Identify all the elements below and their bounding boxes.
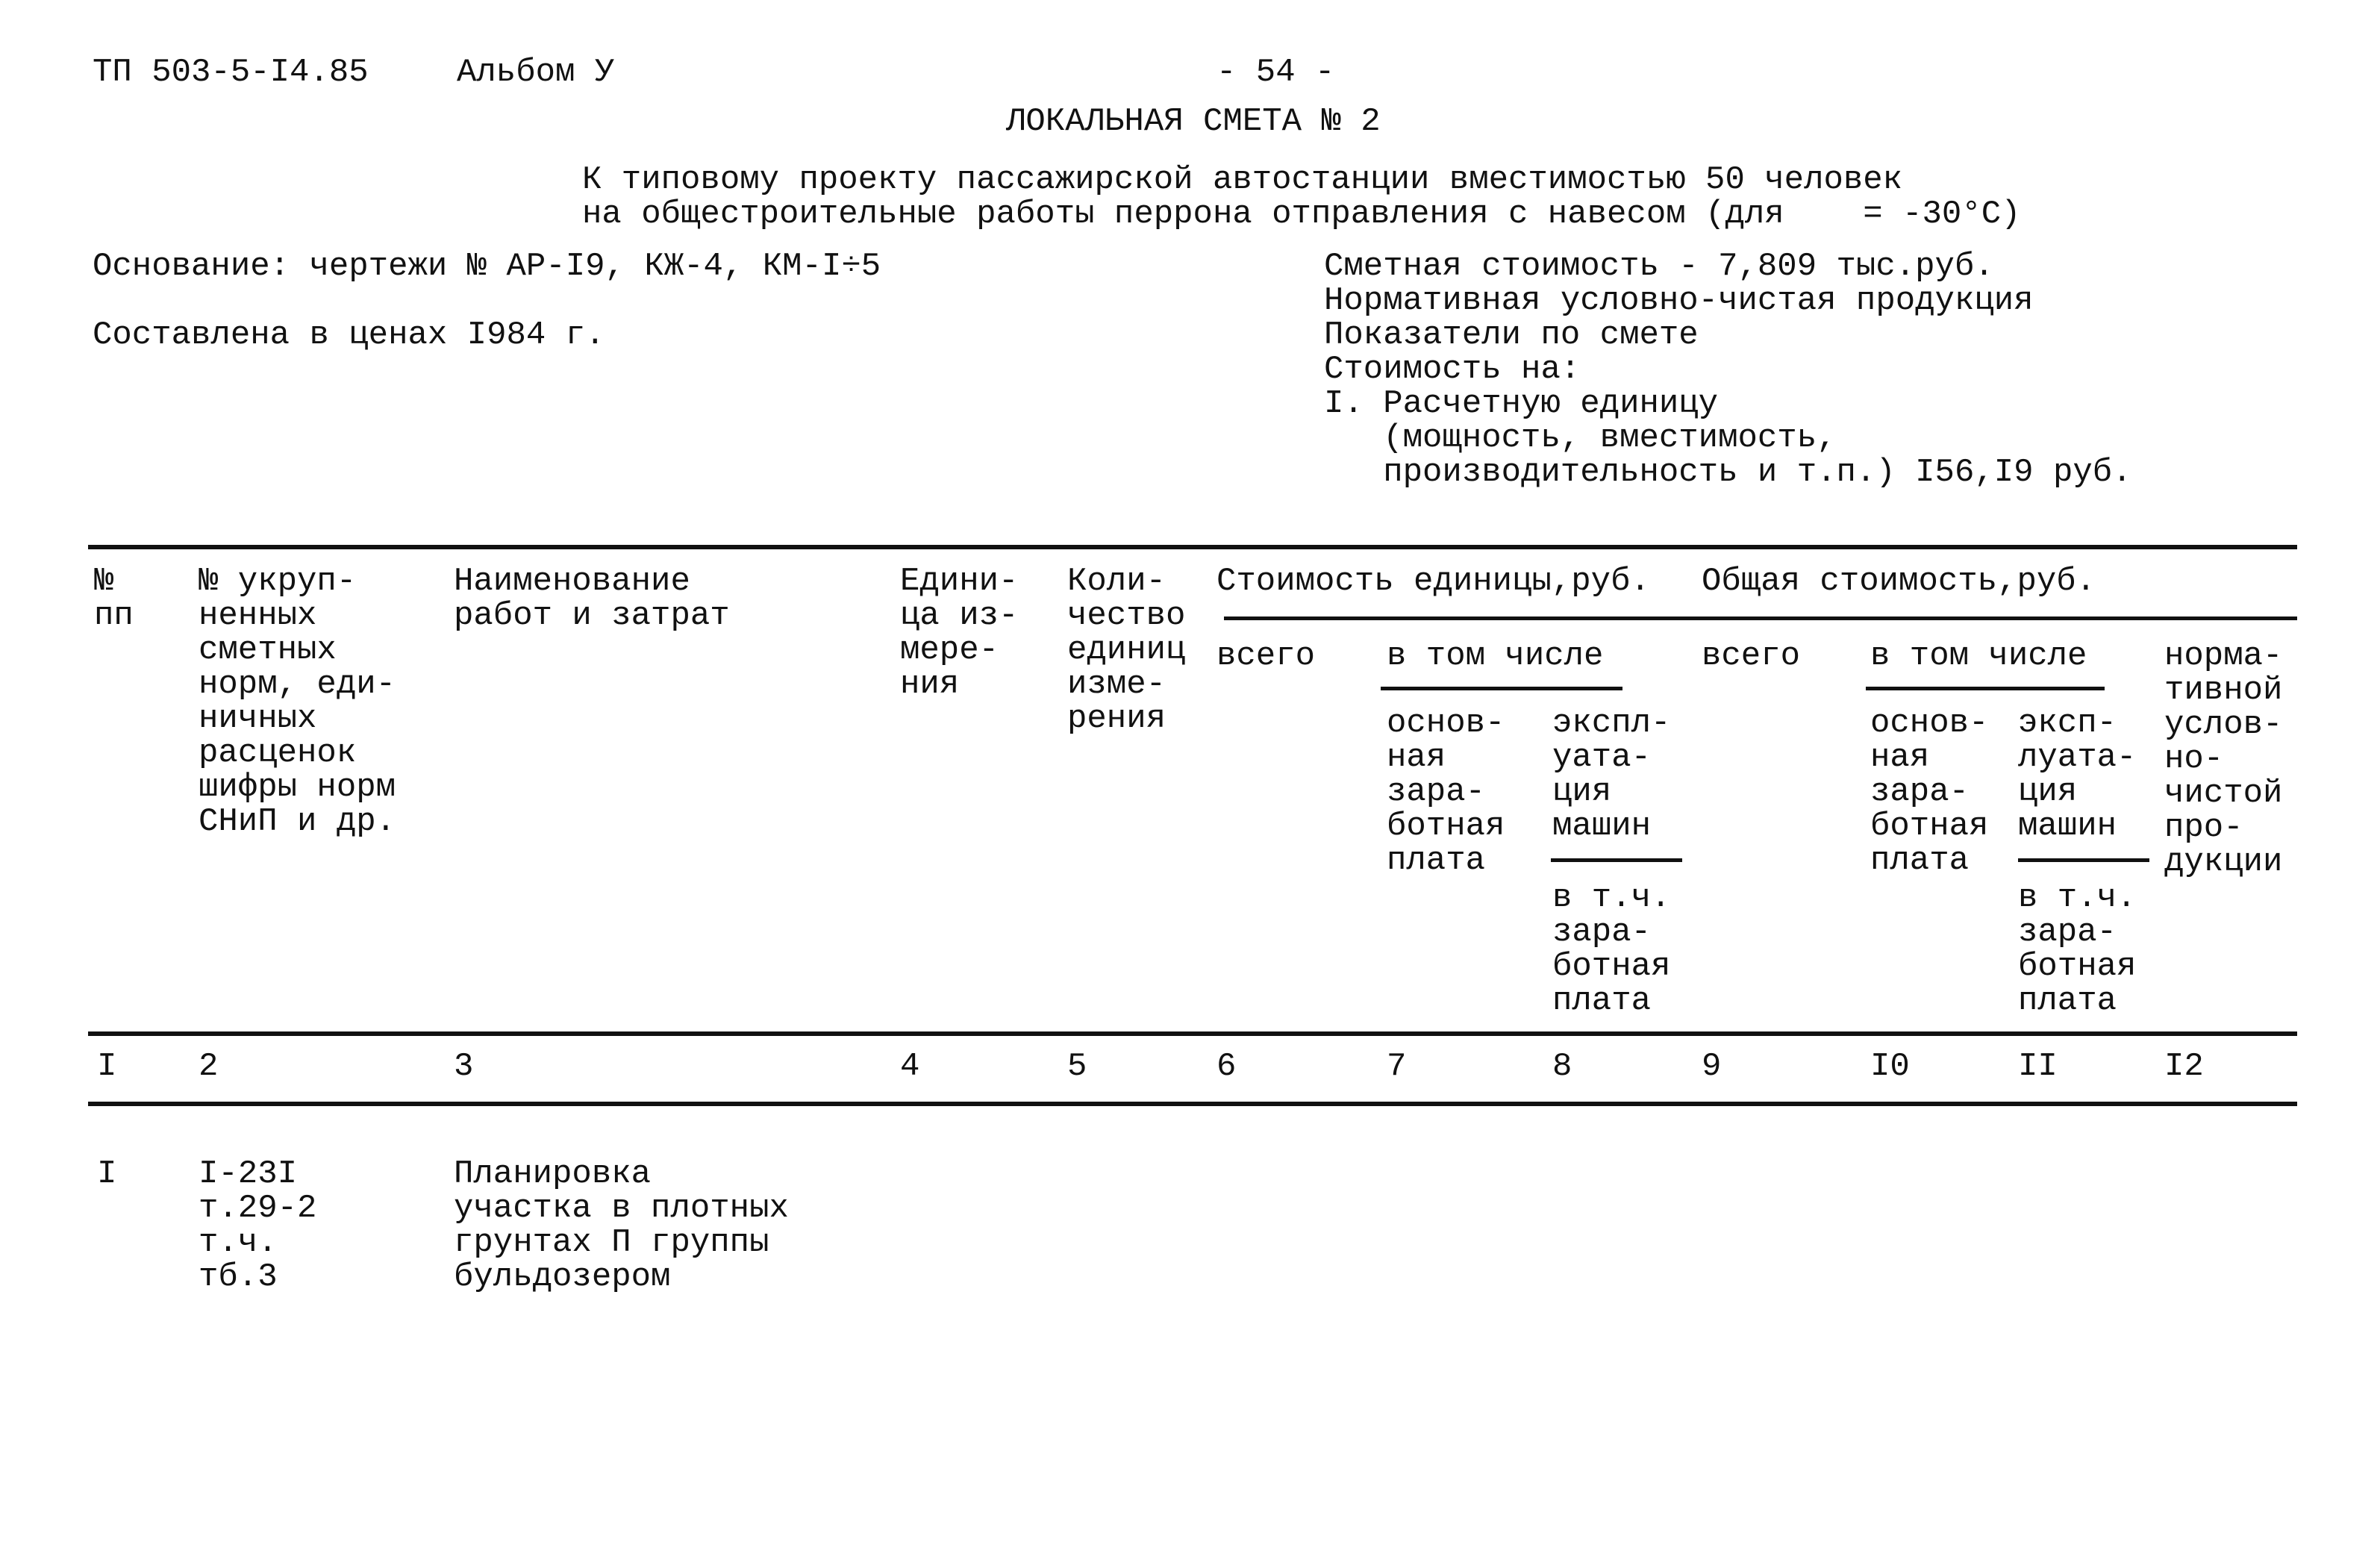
page-title: ЛОКАЛЬНАЯ СМЕТА № 2 <box>1006 103 1381 140</box>
header-total-incl: в том числе <box>1870 637 2087 675</box>
table-top-rule <box>88 545 2297 549</box>
column-number: 9 <box>1702 1048 1722 1085</box>
cost-divider-rule <box>1224 617 2297 620</box>
header-total-cost: Общая стоимость,руб. <box>1702 563 2096 600</box>
row-number: I <box>97 1155 117 1193</box>
header-quantity: Коли- чество единиц изме- рения <box>1067 563 1186 737</box>
header-unit: Едини- ца из- мере- ния <box>900 563 1019 703</box>
column-number: I <box>97 1048 117 1085</box>
header-unit-incl-wage: в т.ч. зара- ботная плата <box>1552 879 1671 1020</box>
column-number: II <box>2018 1048 2058 1085</box>
column-number: 7 <box>1387 1048 1407 1085</box>
column-number: 4 <box>900 1048 920 1085</box>
header-ncp: норма- тивной услов- но- чистой про- дукции <box>2164 637 2283 881</box>
header-total-incl-wage: в т.ч. зара- ботная плата <box>2018 879 2137 1020</box>
cost-line: Стоимость на: <box>1324 351 1581 388</box>
column-number: I0 <box>1870 1048 1910 1085</box>
numbers-bottom-rule <box>88 1102 2297 1106</box>
album-label: Альбом У <box>457 54 615 91</box>
row-work-name: Планировка участка в плотных грунтах П группы бульдозером <box>454 1155 789 1296</box>
column-number: I2 <box>2164 1048 2204 1085</box>
cost-line: Сметная стоимость - 7,809 тыс.руб. <box>1324 248 1994 285</box>
prices-line: Составлена в ценах I984 г. <box>93 316 605 354</box>
total-incl-rule <box>1866 687 2105 690</box>
total-mach-rule <box>2018 858 2149 862</box>
unit-incl-rule <box>1381 687 1622 690</box>
header-name: Наименование работ и затрат <box>454 563 730 634</box>
cost-line: производительность и т.п.) I56,I9 руб. <box>1324 454 2132 491</box>
header-total-wage: основ- ная зара- ботная плата <box>1870 705 1989 879</box>
cost-line: (мощность, вместимость, <box>1324 419 1837 457</box>
column-number: 6 <box>1216 1048 1237 1085</box>
header-norm-code: № укруп- ненных сметных норм, еди- ничных расценок шифры норм СНиП и др. <box>199 563 396 840</box>
header-total-mach: эксп- луата- ция машин <box>2018 705 2137 845</box>
cost-line: Показатели по смете <box>1324 316 1699 354</box>
page-number: - 54 - <box>1216 54 1335 91</box>
subtitle-line-1: К типовому проекту пассажирской автостанции вместимостью 50 человек <box>582 161 1903 199</box>
subtitle-line-2: на общестроительные работы перрона отправления с навесом (для = -30°C) <box>582 196 2021 233</box>
doc-code: ТП 503-5-I4.85 <box>93 54 369 91</box>
header-unit-mach: экспл- уата- ция машин <box>1552 705 1671 845</box>
cost-line: Нормативная условно-чистая продукция <box>1324 282 2034 319</box>
header-unit-total: всего <box>1216 637 1316 675</box>
header-unit-wage: основ- ная зара- ботная плата <box>1387 705 1505 879</box>
column-number: 8 <box>1552 1048 1572 1085</box>
basis-line: Основание: чертежи № АР-I9, КЖ-4, КМ-I÷5 <box>93 248 881 285</box>
column-number: 2 <box>199 1048 219 1085</box>
row-norm-code: I-23I т.29-2 т.ч. тб.3 <box>199 1155 317 1296</box>
header-bottom-rule <box>88 1031 2297 1036</box>
header-total-total: всего <box>1702 637 1801 675</box>
header-unit-incl: в том числе <box>1387 637 1604 675</box>
cost-line: I. Расчетную единицу <box>1324 385 1719 422</box>
column-number: 3 <box>454 1048 474 1085</box>
unit-mach-rule <box>1551 858 1682 862</box>
column-number: 5 <box>1067 1048 1087 1085</box>
header-num: № пп <box>94 563 134 634</box>
header-unit-cost: Стоимость единицы,руб. <box>1216 563 1650 600</box>
